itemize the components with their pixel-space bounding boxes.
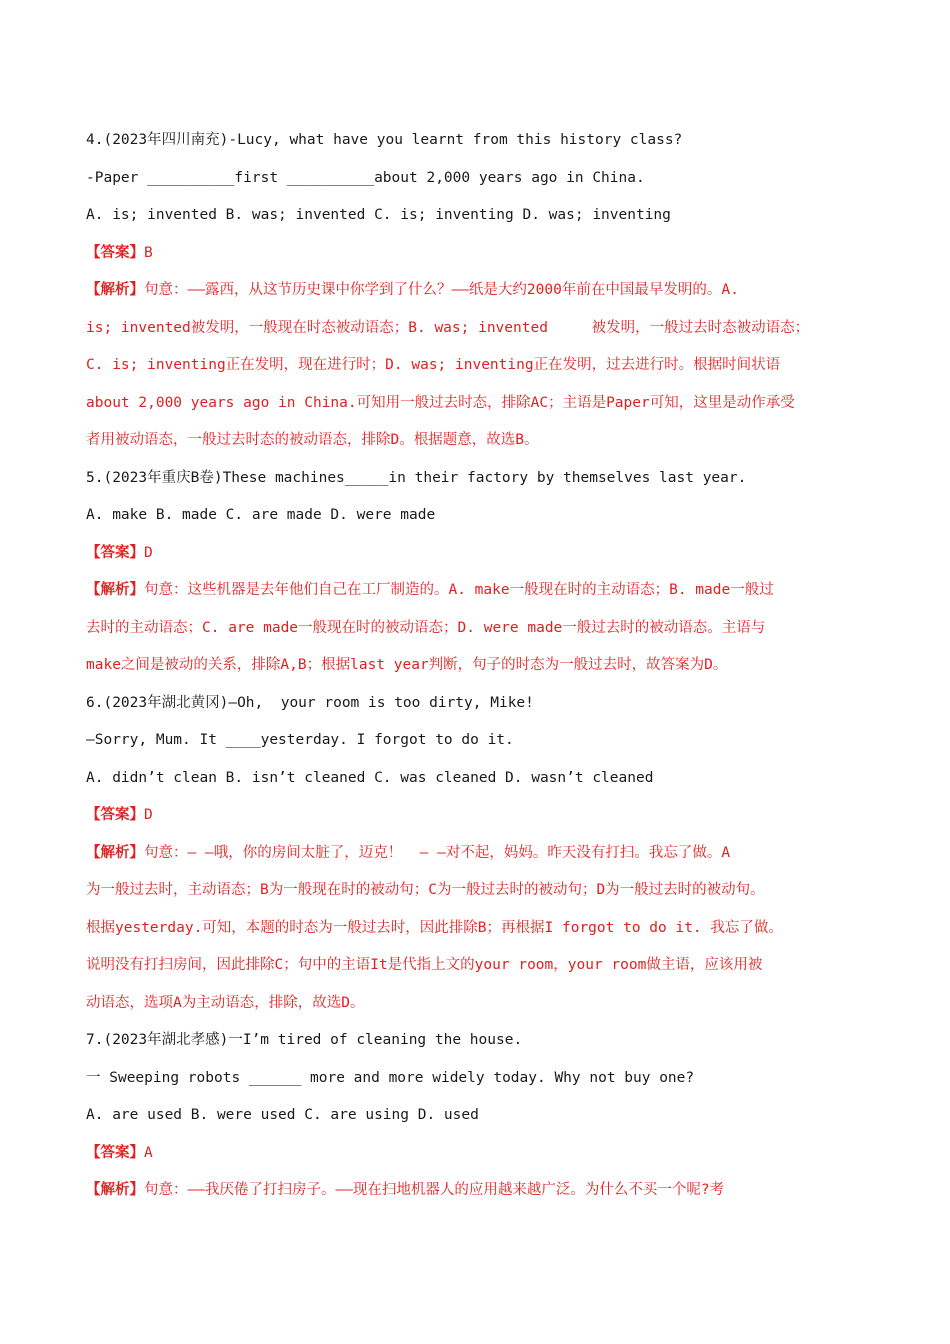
analysis-text: 根据yesterday.可知，本题的时态为一般过去时，因此排除B；再根据I forgot to do it. 我忘了做。 bbox=[86, 919, 783, 936]
question-5 bbox=[86, 460, 876, 685]
question-line: -Paper __________first __________about 2,000 years ago in China. bbox=[86, 169, 645, 186]
analysis-text: 为一般过去时，主动语态；B为一般现在时的被动句；C为一般过去时的被动句；D为一般过去时的被动句。 bbox=[86, 882, 765, 898]
answer-value: D bbox=[144, 544, 153, 561]
question-stem: 6.(2023年湖北黄冈)—Oh, your room is too dirty, Mike! bbox=[86, 694, 534, 711]
analysis-text: 动语态，选项A为主动语态，排除，故选D。 bbox=[86, 994, 365, 1011]
question-6 bbox=[86, 685, 876, 1023]
answer-line bbox=[86, 235, 876, 273]
answer-tag: 【答案】 bbox=[86, 544, 144, 561]
analysis-text: 句意：— —哦，你的房间太脏了，迈克！ — —对不起，妈妈。昨天没有打扫。我忘了做。A bbox=[144, 844, 731, 861]
analysis-line bbox=[86, 572, 876, 610]
analysis-text: C. is; inventing正在发明，现在进行时；D. was; inventing正在发明，过去进行时。根据时间状语 bbox=[86, 357, 781, 373]
analysis-text: 去时的主动语态；C. are made一般现在时的被动语态；D. were made一般过去时的被动语态。主语与 bbox=[86, 619, 766, 636]
question-line: —Sorry, Mum. It ____yesterday. I forgot to do it. bbox=[86, 732, 514, 748]
question-line: 一 Sweeping robots ______ more and more widely today. Why not buy one? bbox=[86, 1069, 695, 1086]
answer-tag: 【答案】 bbox=[86, 807, 144, 823]
analysis-text: 者用被动语态，一般过去时态的被动语态，排除D。根据题意，故选B。 bbox=[86, 432, 539, 448]
question-stem: 5.(2023年重庆B卷)These machines_____in their factory by themselves last year. bbox=[86, 469, 747, 486]
document-page bbox=[86, 122, 876, 1210]
answer-value: D bbox=[144, 807, 153, 823]
analysis-text: about 2,000 years ago in China.可知用一般过去时态，排除AC；主语是Paper可知，这里是动作承受 bbox=[86, 394, 795, 411]
analysis-text: 句意：——露西，从这节历史课中你学到了什么？——纸是大约2000年前在中国最早发明的。A. bbox=[144, 282, 739, 298]
question-options: A. didn’t clean B. isn’t cleaned C. was cleaned D. wasn’t cleaned bbox=[86, 769, 654, 786]
question-options: A. make B. made C. are made D. were made bbox=[86, 507, 436, 523]
analysis-line bbox=[86, 1172, 876, 1210]
analysis-text: 句意：——我厌倦了打扫房子。——现在扫地机器人的应用越来越广泛。为什么不买一个呢?考 bbox=[144, 1182, 725, 1198]
analysis-tag: 【解析】 bbox=[86, 282, 144, 298]
analysis-text: make之间是被动的关系，排除A,B；根据last year判断，句子的时态为一般过去时，故答案为D。 bbox=[86, 657, 728, 673]
question-options: A. are used B. were used C. are using D. used bbox=[86, 1107, 479, 1123]
question-4 bbox=[86, 122, 876, 460]
analysis-tag: 【解析】 bbox=[86, 582, 144, 598]
analysis-text: 句意：这些机器是去年他们自己在工厂制造的。A. make一般现在时的主动语态；B. made一般过 bbox=[144, 582, 774, 598]
answer-value: B bbox=[144, 244, 153, 261]
analysis-tag: 【解析】 bbox=[86, 1182, 144, 1198]
question-stem: 7.(2023年湖北孝感)一I’m tired of cleaning the house. bbox=[86, 1032, 523, 1048]
answer-value: A bbox=[144, 1144, 153, 1161]
analysis-line bbox=[86, 272, 876, 310]
analysis-line bbox=[86, 835, 876, 873]
answer-line bbox=[86, 535, 876, 573]
question-options: A. is; invented B. was; invented C. is; inventing D. was; inventing bbox=[86, 207, 671, 223]
question-7 bbox=[86, 1022, 876, 1210]
answer-line bbox=[86, 1135, 876, 1173]
analysis-tag: 【解析】 bbox=[86, 844, 144, 861]
analysis-text: is; invented被发明，一般现在时态被动语态；B. was; invented 被发明，一般过去时态被动语态； bbox=[86, 319, 810, 336]
answer-tag: 【答案】 bbox=[86, 244, 144, 261]
answer-tag: 【答案】 bbox=[86, 1144, 144, 1161]
answer-line bbox=[86, 797, 876, 835]
question-stem: 4.(2023年四川南充)-Lucy, what have you learnt from this history class? bbox=[86, 132, 683, 148]
analysis-text: 说明没有打扫房间，因此排除C；句中的主语It是代指上文的your room，your room做主语，应该用被 bbox=[86, 957, 763, 973]
